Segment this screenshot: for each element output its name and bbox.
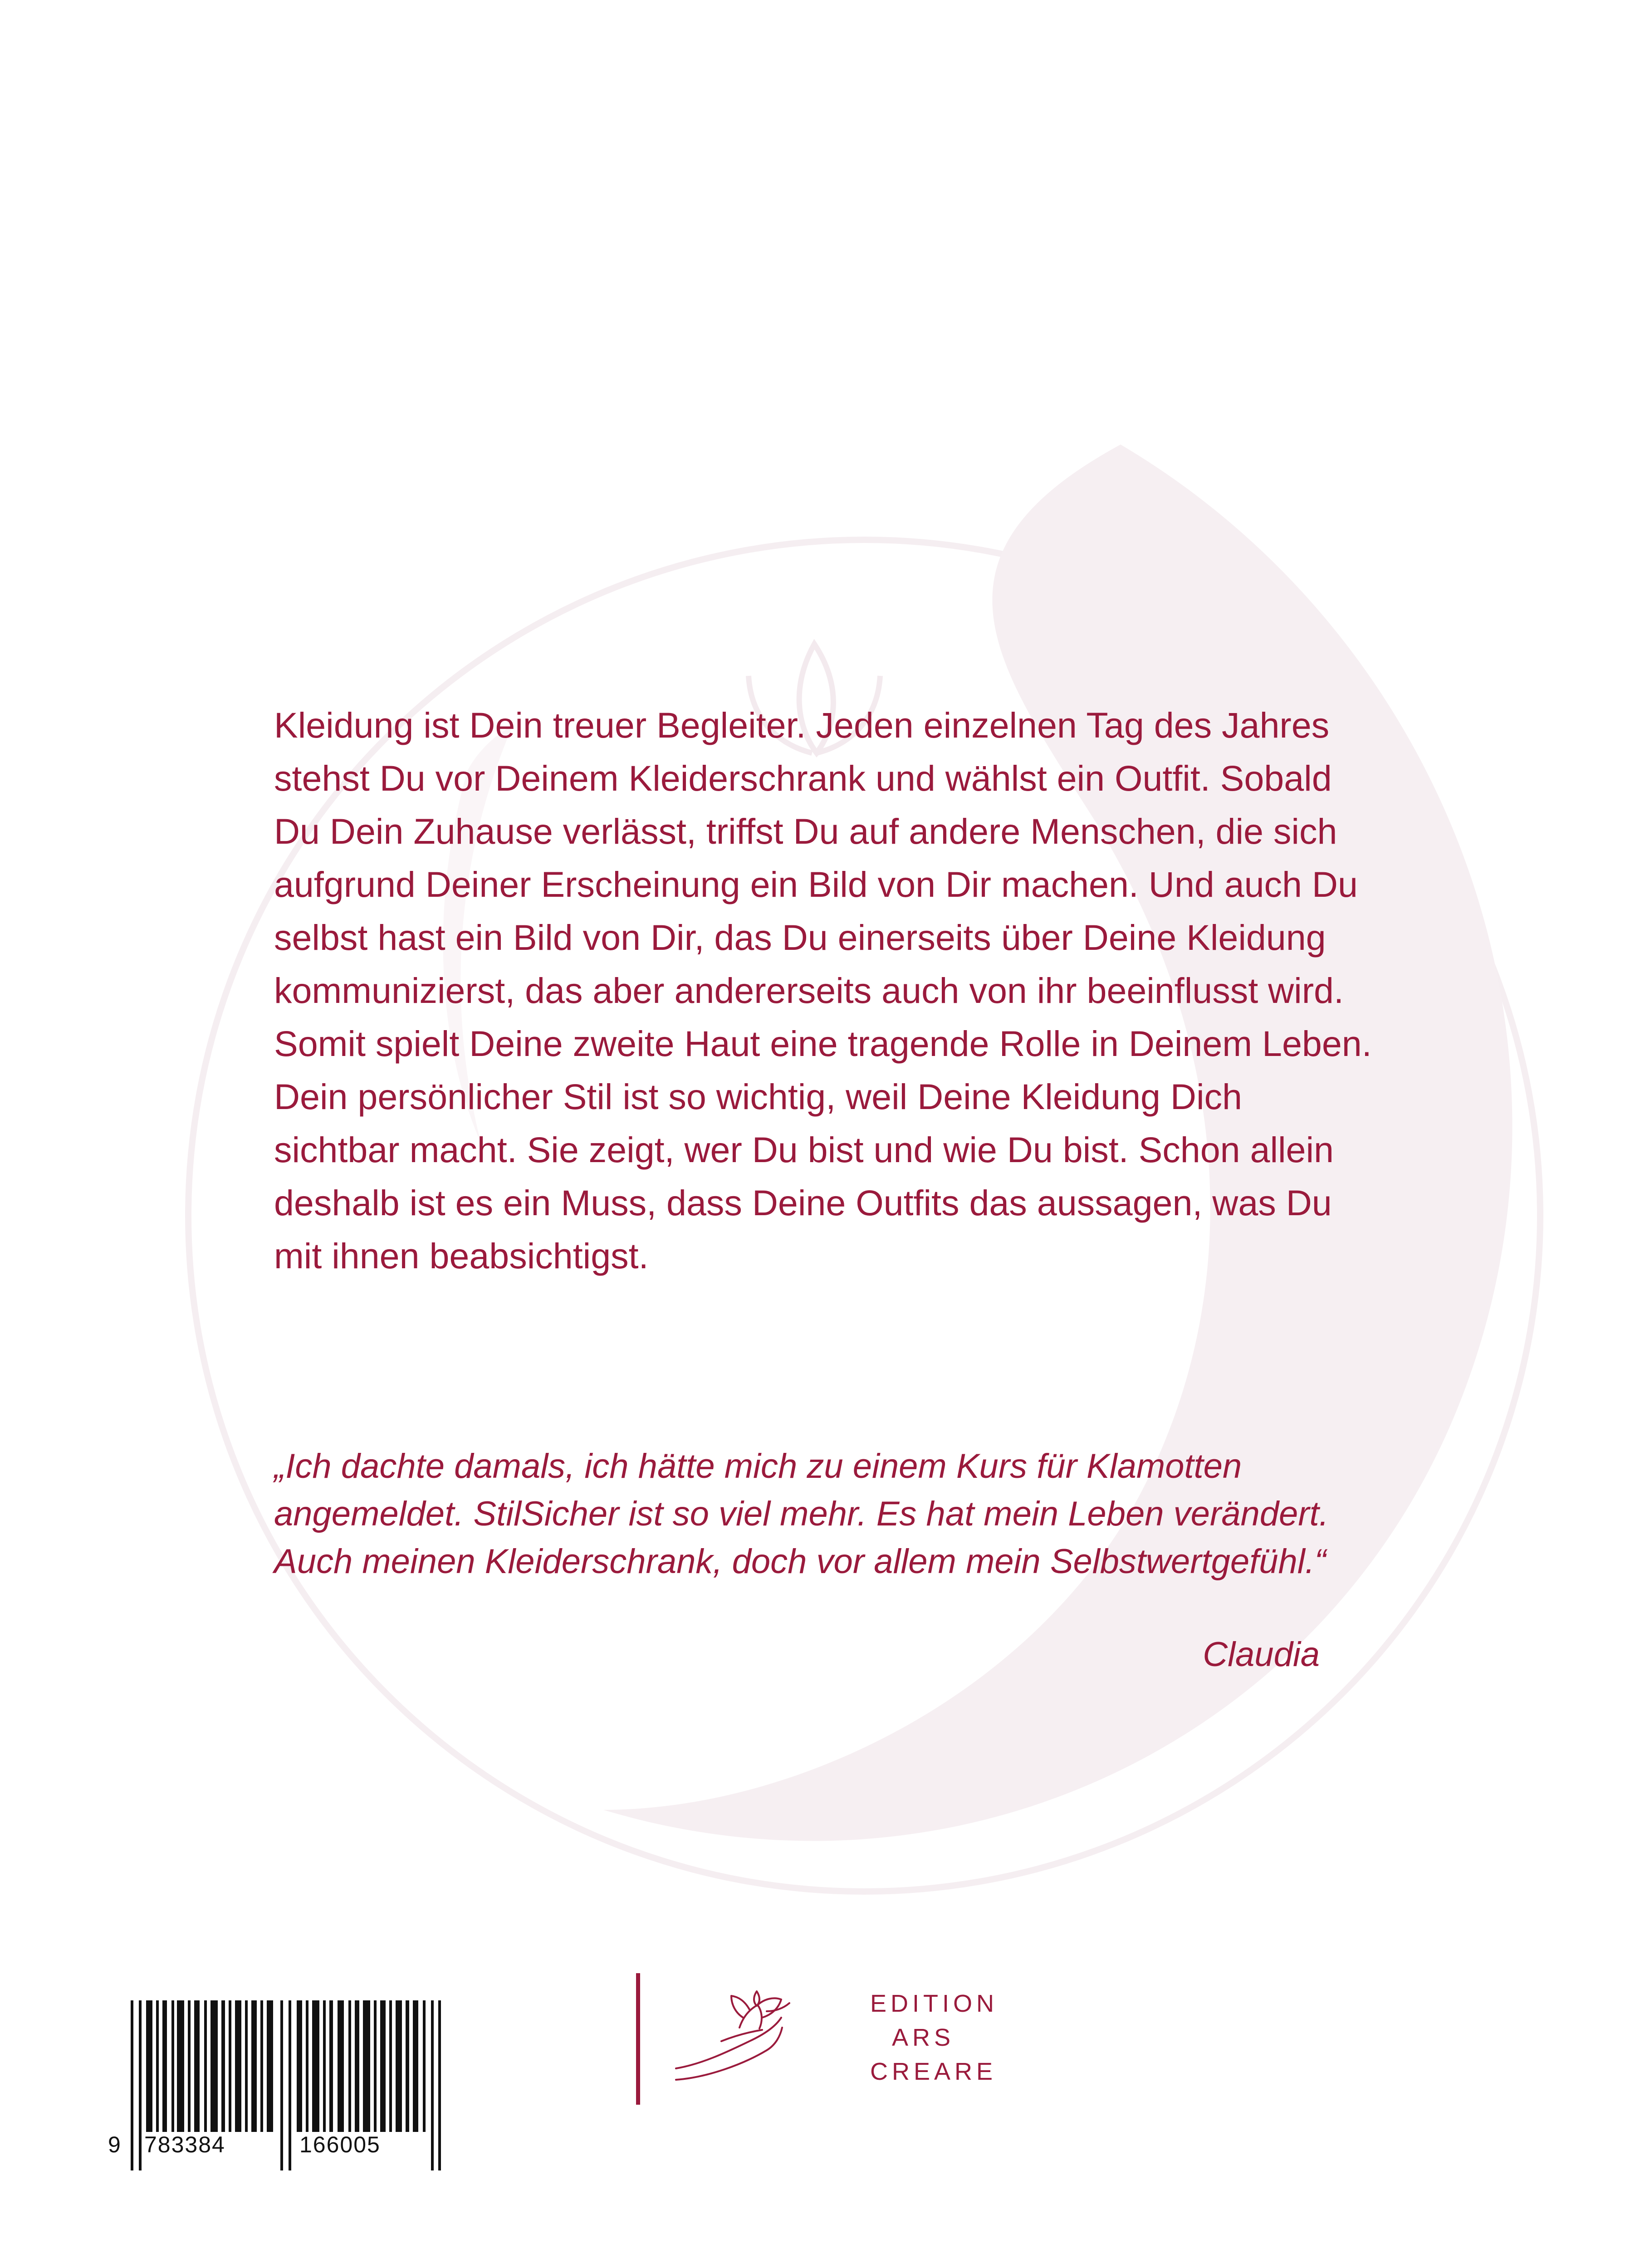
publisher-creare: CREARE — [870, 2058, 997, 2085]
publisher-edition: EDITION — [870, 1990, 999, 2017]
lotus-hand-icon — [676, 1991, 789, 2080]
barcode-right-group: 166005 — [299, 2132, 381, 2157]
testimonial-quote: „Ich dachte damals, ich hätte mich zu einem Kurs für Klamotten angemeldet. StilSicher ist so viel mehr. Es hat mein Leben verändert. Auch meinen Kleiderschrank, doch vor allem mein Selbstwertgefühl.“ — [274, 1447, 1329, 1581]
barcode-left-group: 783384 — [144, 2132, 225, 2157]
testimonial-author: Claudia — [1203, 1635, 1320, 1674]
barcode-first-digit: 9 — [108, 2132, 122, 2157]
blurb-text: Kleidung ist Dein treuer Begleiter. Jeden einzelnen Tag des Jahres stehst Du vor Deinem Kleiderschrank und wählst ein Outfit. Sobald Du Dein Zuhause verlässt, triffst Du auf andere Menschen, die sich aufgrund Deiner Erscheinung ein Bild von Dir machen. Und auch Du selbst hast ein Bild von Dir, das Du einerseits über Deine Kleidung kommunizierst, das aber andererseits auch von ihr beeinflusst wird. Somit spielt Deine zweite Haut eine tragende Rolle in Deinem Leben. Dein persönlicher Stil ist so wichtig, weil Deine Kleidung Dich sichtbar macht. Sie zeigt, wer Du bist und wie Du bist. Schon allein deshalb ist es ein Muss, dass Deine Outfits das aussagen, was Du mit ihnen beabsichtigst. — [274, 705, 1372, 1276]
publisher-ars: ARS — [892, 2024, 955, 2051]
